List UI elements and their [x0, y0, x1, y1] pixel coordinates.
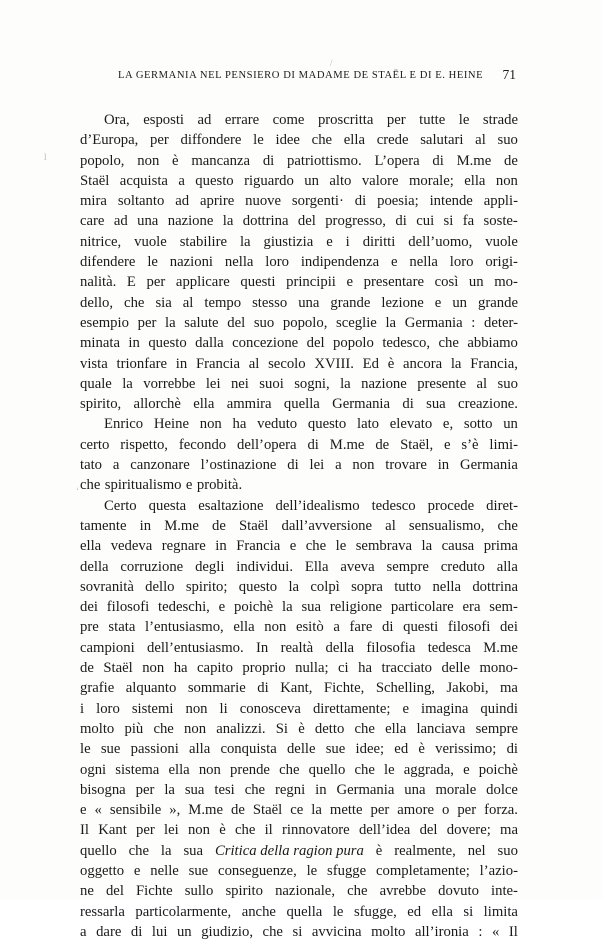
text-line: Certo questa esaltazione dell’idealismo tedesco procede diret- [104, 497, 518, 514]
text-line: sovranità dello spirito; questo la colpì sopra tutto nella dottrina [80, 578, 518, 595]
text-line: nalità. E per applicare questi principii e presentare così un mo- [80, 274, 518, 291]
running-header [118, 67, 516, 86]
page-number: 71 [502, 67, 516, 82]
text-line: mira soltanto ad aprire nuove sorgenti· di poesia; intende appli- [80, 193, 518, 210]
running-title: LA GERMANIA NEL PENSIERO DI MADAME DE STAËL E DI E. HEINE [118, 70, 484, 81]
text-line: ogni sistema ella non prende che quello che le aggrada, e poichè [80, 761, 518, 778]
text-line: a dare di lui un giudizio, che si avvicina molto all’ironia : « Il [80, 923, 518, 940]
text-line: vista trionfare in Francia al secolo XVIII. Ed è ancora la Francia, [80, 355, 518, 372]
text-line: pre stata l’entusiasmo, ella non esitò a fare di questi filosofi dei [80, 619, 518, 636]
text-line: d’Europa, per diffondere le idee che ella crede salutari al suo [80, 132, 518, 149]
text-line: ella vedeva regnare in Francia e che le sembrava la causa prima [80, 538, 518, 555]
text-line: care ad una nazione la dottrina del progresso, di cui si fa soste- [80, 213, 518, 230]
text-line: che spiritualismo e probità. [80, 477, 243, 494]
margin-mark: l [44, 152, 47, 162]
text-line: Il Kant per lei non è che il rinnovatore dell’idea del dovere; ma [80, 822, 518, 839]
text-line: e « sensibile », M.me de Staël ce la mette per amore o per forza. [80, 802, 518, 819]
text-line: certo rispetto, fecondo dell’opera di M.me de Staël, e s’è limi- [80, 436, 518, 453]
text-line: campioni dell’entusiasmo. In realtà della filosofia tedesca M.me [80, 639, 518, 656]
body-text [80, 110, 518, 942]
text-line: quello che la sua Critica della ragion pura è realmente, nel suo [80, 842, 518, 859]
text-line: difendere le nazioni nella loro indipendenza e nella loro origi- [80, 254, 518, 271]
text-line: bisogna per la sua tesi che regni in Germania una morale dolce [80, 781, 518, 798]
text-line: de Staël non ha capito proprio nulla; ci ha tracciato delle mono- [80, 660, 518, 677]
text-line: dei filosofi tedeschi, e poichè la sua religione particolare era sem- [80, 599, 518, 616]
text-line: molto più che non analizzi. Si è detto che ella lanciava sempre [80, 720, 518, 737]
text-line: esempio per la salute del suo popolo, sceglie la Germania : deter- [80, 314, 518, 331]
text-line: ressarla particolarmente, anche quella le sfugge, ed ella si limita [80, 903, 518, 920]
text-line: Enrico Heine non ha veduto questo lato elevato e, sotto un [104, 416, 518, 433]
text-line: Ora, esposti ad errare come proscritta per tutte le strade [104, 112, 518, 128]
text-line: dello, che sia al tempo stesso una grande lezione e un grande [80, 294, 518, 311]
text-line: nitrice, vuole stabilire la giustizia e i diritti dell’uomo, vuole [80, 233, 518, 250]
text-line: minata in questo dalla concezione del popolo tedesco, che abbiamo [80, 335, 518, 352]
text-line: Staël acquista a questo riguardo un alto valore morale; ella non [80, 172, 518, 189]
text-line: grafie alquanto sommarie di Kant, Fichte, Schelling, Jakobi, ma [80, 680, 518, 697]
text-line: quale la vorrebbe lei nei suoi sogni, la nazione presente al suo [80, 375, 518, 392]
text-line: oggetto e nelle sue conseguenze, le sfugge completamente; l’azio- [80, 862, 518, 879]
text-line: ne del Fichte sullo spirito nazionale, che avrebbe dovuto inte- [80, 883, 518, 900]
text-line: popolo, non è mancanza di patriottismo. L’opera di M.me de [80, 152, 518, 169]
text-line: della corruzione degli individui. Ella aveva sempre creduto alla [80, 558, 518, 575]
text-line: tamente in M.me de Staël dall’avversione al sensualismo, che [80, 517, 518, 534]
text-line: i loro sistemi non li conosceva direttamente; e imagina quindi [80, 700, 518, 717]
margin-mark: ‘ [76, 486, 79, 496]
text-line: spirito, allorchè ella ammira quella Germania di sua creazione. [80, 396, 518, 413]
page-mark: / [330, 58, 333, 68]
text-line: le sue passioni alla conquista delle sue idee; ed è verissimo; di [80, 741, 518, 758]
text-line: tato a canzonare l’ostinazione di lei a non trovare in Germania [80, 457, 518, 474]
